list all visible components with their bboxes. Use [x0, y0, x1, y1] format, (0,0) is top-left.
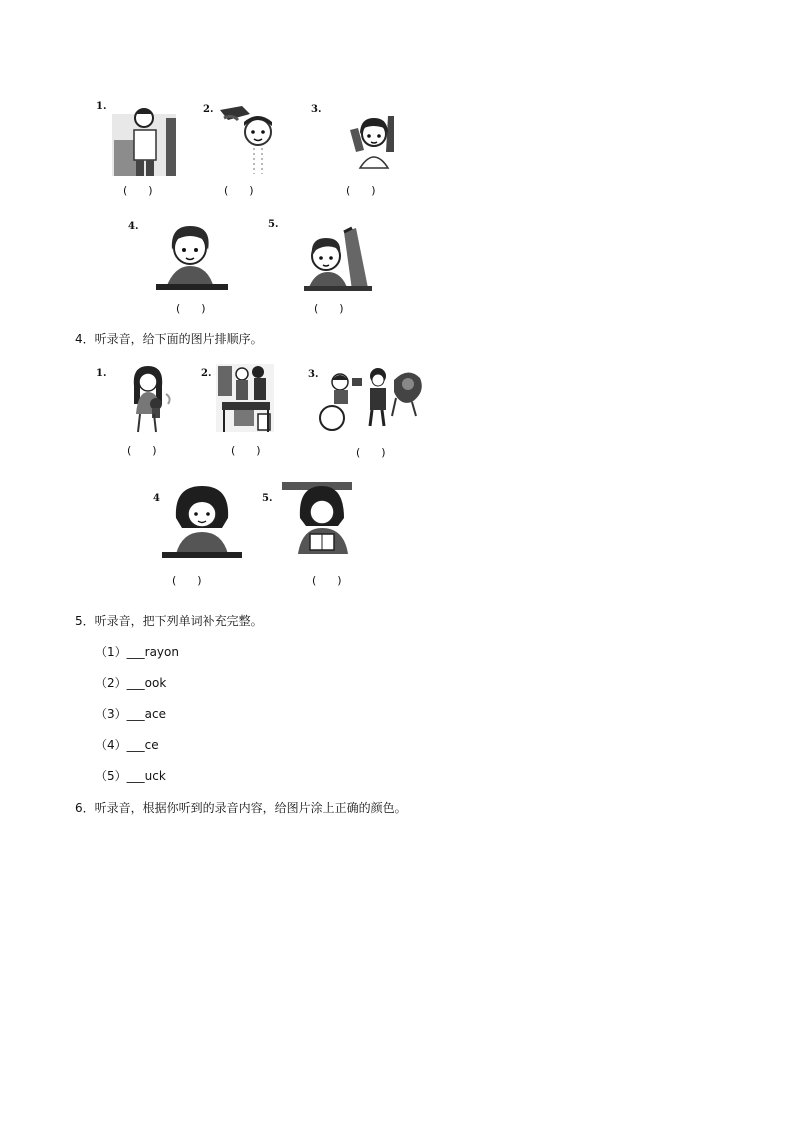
boy-raising-hand-picture	[304, 228, 372, 294]
word-completion-item[interactable]: （5）___uck	[95, 769, 166, 783]
item-number: 3.	[308, 369, 319, 380]
answer-blank[interactable]: ( )	[356, 446, 386, 459]
girl-reading-picture	[282, 478, 362, 558]
children-at-table-picture	[214, 362, 276, 434]
item-number: 4	[153, 493, 160, 504]
answer-blank[interactable]: ( )	[176, 302, 206, 315]
item-number: 4.	[128, 221, 139, 232]
item-number: 5.	[268, 219, 279, 230]
word-completion-item[interactable]: （1）___rayon	[95, 645, 179, 659]
answer-blank[interactable]: ( )	[346, 184, 376, 197]
question-5-title: 5．听录音，把下列单词补充完整。	[75, 614, 263, 628]
item-number: 1.	[96, 101, 107, 112]
item-number: 2.	[201, 368, 212, 379]
item-number: 1.	[96, 368, 107, 379]
boy-desk-picture	[156, 222, 228, 294]
word-completion-item[interactable]: （3）___ace	[95, 707, 166, 721]
item-number: 2.	[203, 104, 214, 115]
girl-desk-picture	[162, 484, 242, 560]
answer-blank[interactable]: ( )	[224, 184, 254, 197]
item-number: 5.	[262, 493, 273, 504]
item-number: 3.	[311, 104, 322, 115]
question-6-title: 6．听录音，根据你听到的录音内容，给图片涂上正确的颜色。	[75, 801, 407, 815]
word-completion-item[interactable]: （2）___ook	[95, 676, 167, 690]
boy-standing-picture	[110, 104, 178, 178]
answer-blank[interactable]: ( )	[314, 302, 344, 315]
girl-waving-picture	[344, 112, 400, 170]
answer-blank[interactable]: ( )	[123, 184, 153, 197]
answer-blank[interactable]: ( )	[231, 444, 261, 457]
word-completion-item[interactable]: （4）___ce	[95, 738, 159, 752]
answer-blank[interactable]: ( )	[127, 444, 157, 457]
question-4-title: 4．听录音，给下面的图片排顺序。	[75, 332, 263, 346]
boy-cap-picture	[214, 102, 282, 178]
answer-blank[interactable]: ( )	[312, 574, 342, 587]
girl-holding-doll-picture	[118, 364, 178, 434]
children-playing-picture	[316, 362, 426, 434]
answer-blank[interactable]: ( )	[172, 574, 202, 587]
